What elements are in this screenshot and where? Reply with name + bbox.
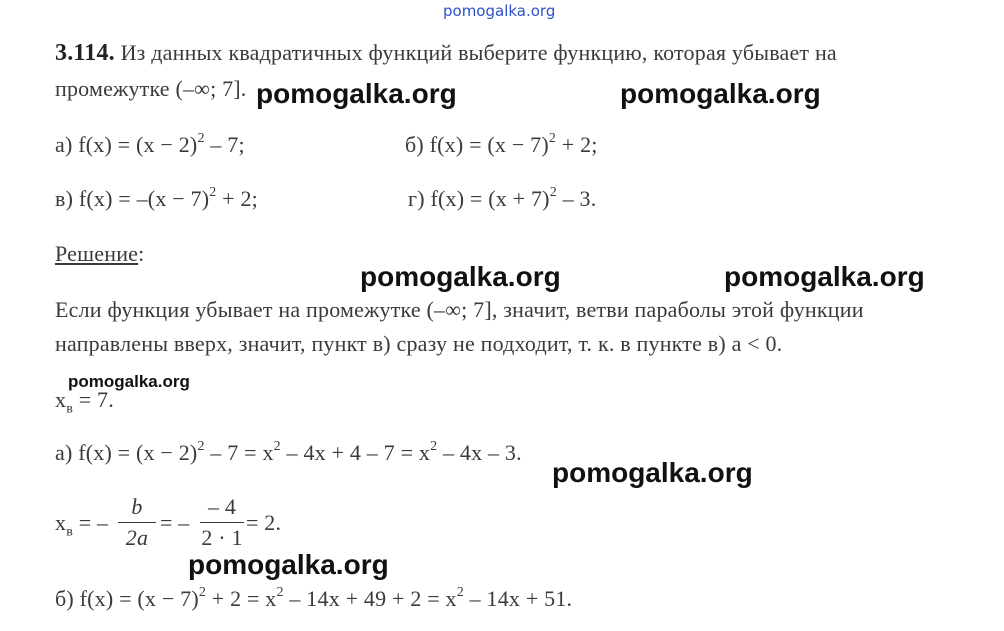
problem-statement-line1	[55, 40, 837, 67]
solution-heading-text: Решение	[55, 241, 139, 266]
option-b-exp: 2	[548, 130, 557, 146]
solution-b-e3: 2	[456, 584, 464, 600]
vertex-formula-eq: = –	[73, 510, 109, 535]
solution-b-post: – 14x + 51.	[463, 586, 573, 611]
solution-a-pre: а) f(x) = (x − 2)	[55, 440, 198, 465]
option-g-exp: 2	[549, 184, 557, 200]
fraction-2-numerator: – 4	[207, 494, 237, 519]
fraction-minus4-over-2	[200, 494, 244, 551]
problem-text-1: Из данных квадратичных функций выберите функцию, которая убывает на	[120, 40, 837, 65]
watermark-5: pomogalka.org	[68, 372, 190, 391]
solution-b-pre: б) f(x) = (x − 7)	[55, 586, 199, 611]
solution-para-line2: направлены вверх, значит, пункт в) сразу не подходит, т. к. в пункте в) a < 0.	[55, 331, 783, 356]
option-v-exp: 2	[209, 184, 217, 200]
watermark-1: pomogalka.org	[256, 78, 457, 109]
watermark-3: pomogalka.org	[360, 261, 561, 292]
fraction-b-over-2a	[118, 494, 156, 551]
vertex-formula-var: x	[55, 510, 67, 535]
vertex-x-value: = 7.	[73, 387, 114, 412]
solution-b-mid2: – 14x + 49 + 2 = x	[283, 586, 457, 611]
watermark-2: pomogalka.org	[620, 78, 821, 109]
fraction-equals: = –	[160, 510, 190, 535]
option-b	[405, 132, 598, 158]
solution-heading	[55, 241, 144, 267]
solution-b-mid1: + 2 = x	[206, 586, 277, 611]
solution-b-e1: 2	[198, 584, 207, 600]
vertex-x-sub: в	[66, 401, 74, 417]
solution-a-e2: 2	[273, 438, 281, 454]
solution-b-e2: 2	[276, 584, 284, 600]
vertex-x-var: x	[55, 387, 67, 412]
watermark-6: pomogalka.org	[552, 457, 753, 488]
option-g-pre: г) f(x) = (x + 7)	[408, 186, 550, 211]
fraction-2-bar	[200, 522, 244, 523]
option-a	[55, 132, 245, 158]
solution-para-line1: Если функция убывает на промежутке (–∞; 7], значит, ветви параболы этой функции	[55, 297, 864, 322]
option-a-post: – 7;	[204, 132, 245, 157]
vertex-formula-sub: в	[66, 524, 74, 540]
option-v-pre: в) f(x) = –(x − 7)	[55, 186, 210, 211]
watermark-7: pomogalka.org	[188, 549, 389, 580]
site-link-top[interactable]: pomogalka.org	[443, 2, 556, 20]
solution-a-e3: 2	[430, 438, 438, 454]
fraction-result: = 2.	[246, 510, 282, 535]
option-a-pre: а) f(x) = (x − 2)	[55, 132, 198, 157]
option-g-post: – 3.	[556, 186, 597, 211]
solution-a-mid2: – 4x + 4 – 7 = x	[280, 440, 431, 465]
solution-a-e1: 2	[197, 438, 205, 454]
solution-a-mid1: – 7 = x	[204, 440, 274, 465]
fraction-1-denominator: 2a	[125, 525, 149, 550]
option-b-post: + 2;	[556, 132, 598, 157]
option-v	[55, 186, 258, 212]
solution-heading-colon: :	[138, 241, 145, 266]
option-b-pre: б) f(x) = (x − 7)	[405, 132, 549, 157]
vertex-formula-left	[55, 510, 109, 540]
solution-b-line	[55, 586, 572, 612]
solution-a-line	[55, 440, 522, 466]
fraction-1-numerator: b	[131, 494, 143, 519]
fraction-2-denominator: 2 · 1	[201, 525, 243, 550]
fraction-1-bar	[118, 522, 156, 523]
option-a-exp: 2	[197, 130, 205, 146]
problem-number: 3.114.	[55, 40, 115, 66]
option-v-post: + 2;	[216, 186, 258, 211]
solution-a-post: – 4x – 3.	[437, 440, 522, 465]
option-g	[408, 186, 596, 212]
problem-text-2: промежутке (–∞; 7].	[55, 76, 247, 101]
watermark-4: pomogalka.org	[724, 261, 925, 292]
